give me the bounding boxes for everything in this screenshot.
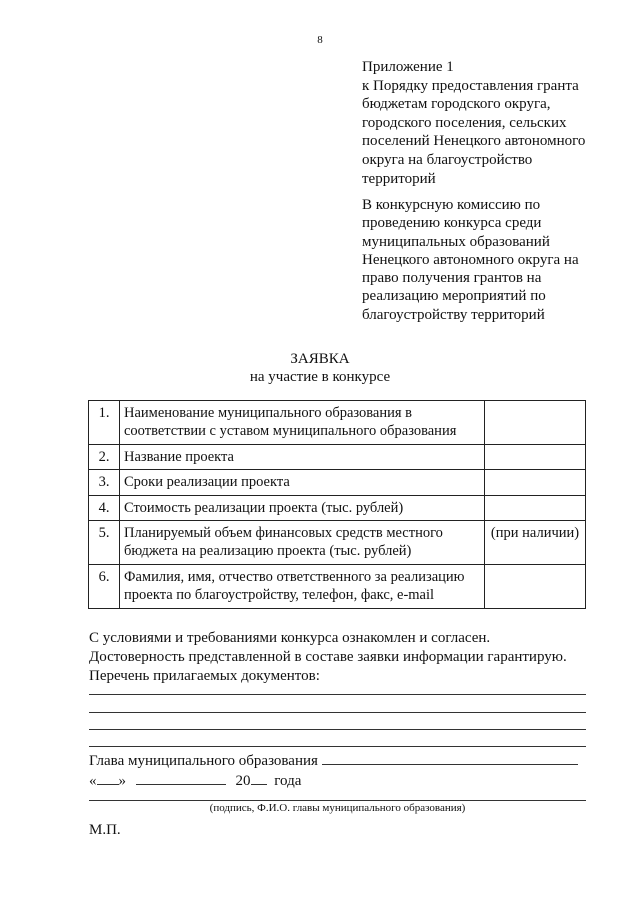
day-field[interactable] bbox=[97, 771, 119, 785]
row-label: Наименование муниципального образования в соответствии с уставом муниципального образования bbox=[120, 401, 485, 445]
signature-caption: (подпись, Ф.И.О. главы муниципального образования) bbox=[209, 802, 466, 814]
guarantee-statement: Достоверность представленной в составе заявки информации гарантирую. bbox=[89, 648, 567, 665]
annex-line: к Порядку предоставления гранта bbox=[362, 77, 579, 94]
documents-list-label: Перечень прилагаемых документов: bbox=[89, 667, 320, 684]
row-value bbox=[485, 401, 586, 445]
signature-block bbox=[89, 751, 578, 790]
row-label: Стоимость реализации проекта (тыс. рублей) bbox=[120, 495, 485, 520]
row-value-note: (при наличии) bbox=[485, 521, 586, 565]
statements-block bbox=[89, 629, 609, 685]
addressee-block bbox=[362, 196, 617, 324]
addressee-line: Ненецкого автономного округа на bbox=[362, 251, 579, 268]
addressee-line: благоустройству территорий bbox=[362, 306, 545, 323]
head-label: Глава муниципального образования bbox=[89, 753, 318, 769]
row-number: 1. bbox=[89, 401, 120, 445]
document-title-block bbox=[0, 350, 640, 386]
annex-line: Приложение 1 bbox=[362, 59, 454, 75]
document-entry-line[interactable] bbox=[89, 712, 586, 713]
application-table bbox=[88, 400, 586, 609]
head-signature-field[interactable] bbox=[322, 751, 578, 765]
addressee-line: реализацию мероприятий по bbox=[362, 288, 546, 305]
document-title: ЗАЯВКА bbox=[290, 351, 350, 367]
table-row bbox=[89, 564, 586, 608]
annex-line: городского поселения, сельских bbox=[362, 114, 567, 131]
document-entry-line[interactable] bbox=[89, 729, 586, 730]
month-field[interactable] bbox=[136, 771, 226, 785]
table-row bbox=[89, 470, 586, 495]
document-subtitle: на участие в конкурсе bbox=[249, 369, 391, 385]
table-row bbox=[89, 444, 586, 469]
year-prefix: 20 bbox=[235, 772, 251, 789]
annex-line: территорий bbox=[362, 170, 436, 187]
row-label: Фамилия, имя, отчество ответственного за реализацию проекта по благоустройству, телефон, факс, e-mail bbox=[120, 564, 485, 608]
document-entry-line[interactable] bbox=[89, 746, 586, 747]
addressee-line: право получения грантов на bbox=[362, 270, 542, 287]
row-number: 4. bbox=[89, 495, 120, 520]
row-value bbox=[485, 444, 586, 469]
row-label: Сроки реализации проекта bbox=[120, 470, 485, 495]
close-quote: » bbox=[118, 772, 126, 789]
agreement-statement: С условиями и требованиями конкурса ознакомлен и согласен. bbox=[89, 630, 491, 646]
year-field[interactable] bbox=[251, 771, 267, 785]
row-number: 2. bbox=[89, 444, 120, 469]
row-number: 5. bbox=[89, 521, 120, 565]
annex-line: поселений Ненецкого автономного bbox=[362, 133, 586, 150]
seal-mark: М.П. bbox=[89, 822, 121, 838]
page-number: 8 bbox=[317, 34, 323, 46]
row-value bbox=[485, 564, 586, 608]
row-value bbox=[485, 495, 586, 520]
table-row bbox=[89, 521, 586, 565]
addressee-line: В конкурсную комиссию по bbox=[362, 197, 541, 213]
addressee-line: проведению конкурса среди bbox=[362, 215, 542, 232]
row-label: Название проекта bbox=[120, 444, 485, 469]
annex-header bbox=[362, 58, 617, 188]
head-of-municipality-row bbox=[89, 751, 578, 771]
table-row bbox=[89, 401, 586, 445]
row-label: Планируемый объем финансовых средств местного бюджета на реализацию проекта (тыс. рублей) bbox=[120, 521, 485, 565]
row-value bbox=[485, 470, 586, 495]
row-number: 3. bbox=[89, 470, 120, 495]
annex-line: бюджетам городского округа, bbox=[362, 96, 551, 113]
year-suffix: года bbox=[274, 772, 302, 789]
open-quote: « bbox=[89, 772, 97, 789]
signature-line[interactable] bbox=[89, 800, 586, 801]
date-row bbox=[89, 771, 578, 791]
addressee-line: муниципальных образований bbox=[362, 233, 550, 250]
table-row bbox=[89, 495, 586, 520]
document-entry-line[interactable] bbox=[89, 694, 586, 695]
annex-line: округа на благоустройство bbox=[362, 151, 533, 168]
row-number: 6. bbox=[89, 564, 120, 608]
